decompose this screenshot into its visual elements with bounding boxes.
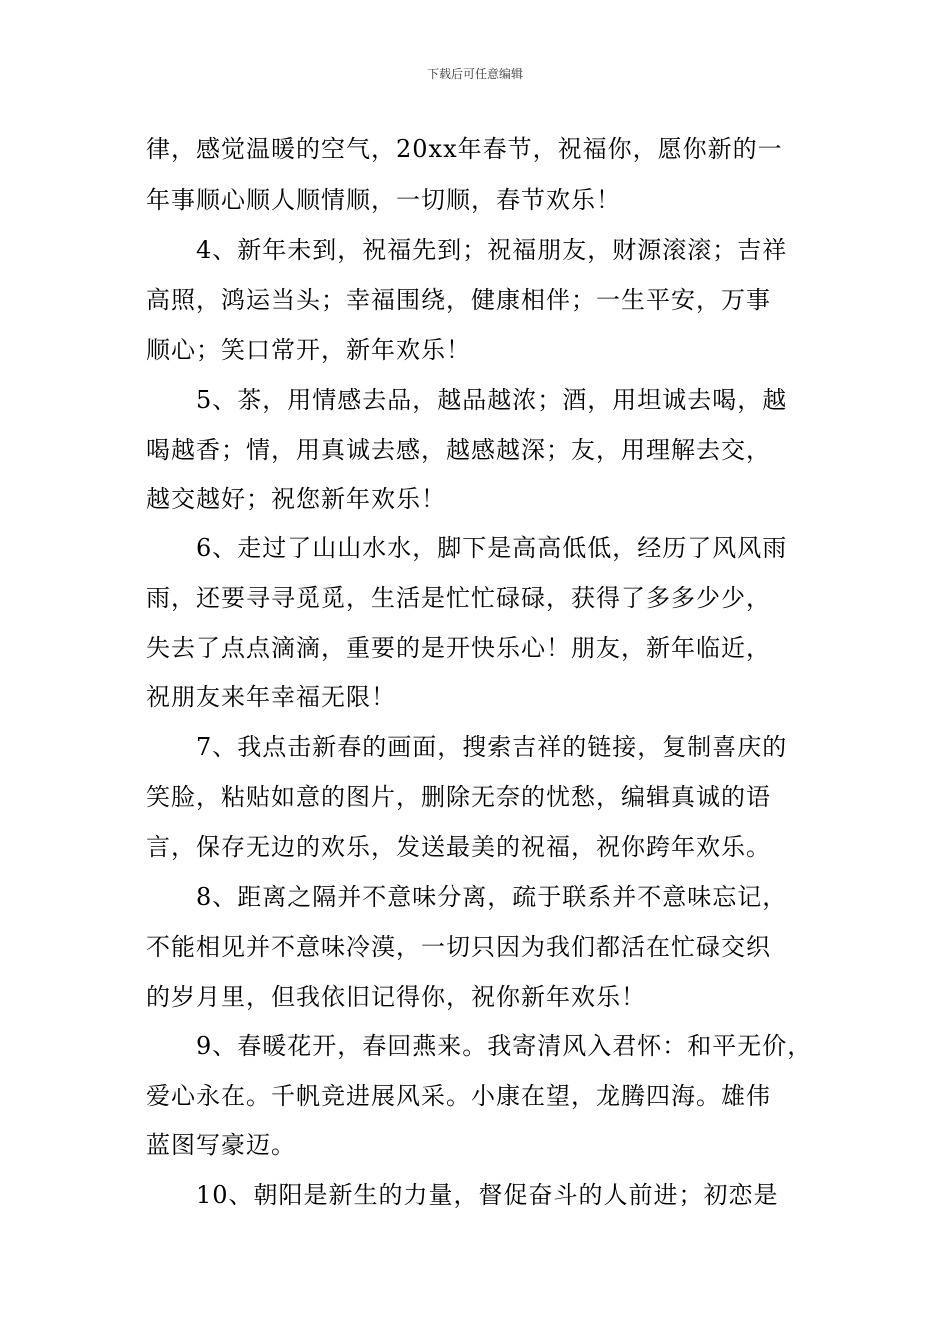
paragraph-start-7: 7、我点击新春的画面，搜索吉祥的链接，复制喜庆的: [196, 733, 788, 761]
header-note: 下载后可任意编辑: [426, 67, 523, 81]
text-line: 律，感觉温暖的空气，20xx年春节，祝福你，愿你新的一: [146, 135, 783, 163]
paragraph-start-9: 9、春暖花开，春回燕来。我寄清风入君怀：和平无价，: [196, 1032, 813, 1060]
text-line: 越交越好；祝您新年欢乐！: [146, 485, 446, 513]
text-line: 失去了点点滴滴，重要的是开快乐心！朋友，新年临近，: [146, 634, 771, 662]
text-line: 言，保存无边的欢乐，发送最美的祝福，祝你跨年欢乐。: [146, 833, 771, 861]
text-line: 雨，还要寻寻觅觅，生活是忙忙碌碌，获得了多多少少，: [146, 584, 771, 612]
paragraph-start-10: 10、朝阳是新生的力量，督促奋斗的人前进；初恋是: [196, 1181, 779, 1209]
text-line: 爱心永在。千帆竞进展风采。小康在望，龙腾四海。雄伟: [146, 1082, 771, 1110]
paragraph-start-5: 5、茶，用情感去品，越品越浓；酒，用坦诚去喝，越: [196, 386, 788, 414]
text-line: 喝越香；情，用真诚去感，越感越深；友，用理解去交，: [146, 436, 771, 464]
paragraph-start-8: 8、距离之隔并不意味分离，疏于联系并不意味忘记，: [196, 883, 788, 911]
text-line: 祝朋友来年幸福无限！: [146, 683, 396, 711]
text-line: 蓝图写豪迈。: [146, 1131, 296, 1159]
text-line: 顺心；笑口常开，新年欢乐！: [146, 336, 471, 364]
paragraph-start-6: 6、走过了山山水水，脚下是高高低低，经历了风风雨: [196, 534, 788, 562]
paragraph-start-4: 4、新年未到，祝福先到；祝福朋友，财源滚滚；吉祥: [196, 236, 788, 264]
text-line: 高照，鸿运当头；幸福围绕，健康相伴；一生平安，万事: [146, 286, 771, 314]
text-line: 的岁月里，但我依旧记得你，祝你新年欢乐！: [146, 983, 646, 1011]
text-line: 不能相见并不意味冷漠，一切只因为我们都活在忙碌交织: [146, 933, 771, 961]
text-line: 笑脸，粘贴如意的图片，删除无奈的忧愁，编辑真诚的语: [146, 783, 771, 811]
text-line: 年事顺心顺人顺情顺，一切顺，春节欢乐！: [146, 186, 621, 214]
